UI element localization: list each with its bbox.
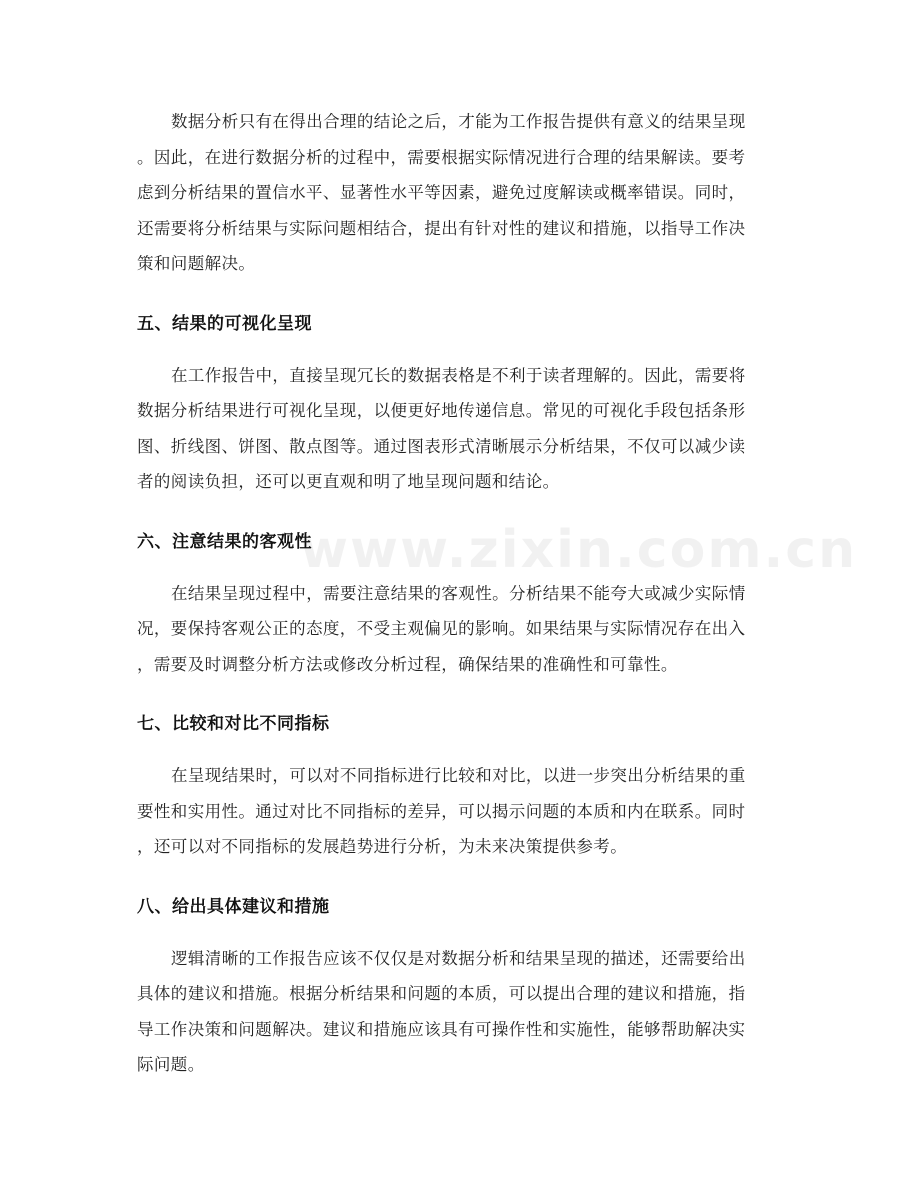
section-heading: 七、比较和对比不同指标: [137, 714, 330, 734]
paragraph: [137, 576, 787, 683]
section-heading: 五、结果的可视化呈现: [137, 313, 312, 334]
paragraph-line: 况，要保持客观公正的态度，不受主观偏见的影响。如果结果与实际情况存在出入: [137, 619, 746, 638]
paragraph: [137, 358, 787, 500]
section-heading: 八、给出具体建议和措施: [137, 896, 330, 917]
paragraph-line: ，需要及时调整分析方法或修改分析过程，确保结果的准确性和可靠性。: [137, 654, 678, 674]
paragraph: [137, 758, 787, 865]
paragraph-line: 还需要将分析结果与实际问题相结合，提出有针对性的建议和措施，以指导工作决: [137, 218, 746, 238]
paragraph-line: 具体的建议和措施。根据分析结果和问题的本质，可以提出合理的建议和措施，指: [137, 984, 746, 1003]
watermark: www.zixin.com.cn: [300, 520, 858, 580]
paragraph: [137, 941, 787, 1083]
paragraph: [137, 104, 787, 282]
paragraph-line: 策和问题解决。: [137, 254, 256, 273]
paragraph-line: 要性和实用性。通过对比不同指标的差异，可以揭示问题的本质和内在联系。同时: [137, 801, 746, 821]
paragraph-line: 者的阅读负担，还可以更直观和明了地呈现问题和结论。: [137, 472, 560, 491]
paragraph-line: 导工作决策和问题解决。建议和措施应该具有可操作性和实施性，能够帮助解决实: [137, 1019, 746, 1039]
paragraph-line: ，还可以对不同指标的发展趋势进行分析，为未来决策提供参考。: [137, 837, 628, 856]
paragraph-line: 在呈现结果时，可以对不同指标进行比较和对比，以进一步突出分析结果的重: [171, 766, 746, 785]
document-body: [137, 104, 858, 1083]
section-comparison: [137, 712, 787, 865]
section-visualization: [137, 312, 787, 500]
paragraph-line: 图、折线图、饼图、散点图等。通过图表形式清晰展示分析结果，不仅可以减少读: [137, 436, 746, 456]
paragraph-line: 数据分析结果进行可视化呈现，以便更好地传递信息。常见的可视化手段包括条形: [137, 401, 746, 420]
paragraph-line: 虑到分析结果的置信水平、显著性水平等因素，避免过度解读或概率错误。同时，: [137, 183, 746, 202]
paragraph-line: 逻辑清晰的工作报告应该不仅仅是对数据分析和结果呈现的描述，还需要给出: [171, 948, 746, 968]
paragraph-line: 在结果呈现过程中，需要注意结果的客观性。分析结果不能夸大或减少实际情: [171, 583, 746, 603]
section-intro: [137, 104, 787, 282]
paragraph-line: 在工作报告中，直接呈现冗长的数据表格是不利于读者理解的。因此，需要将: [171, 365, 746, 385]
section-heading: 六、注意结果的客观性: [137, 531, 312, 552]
section-recommendations: [137, 895, 787, 1083]
paragraph-line: 。因此，在进行数据分析的过程中，需要根据实际情况进行合理的结果解读。要考: [137, 147, 746, 167]
paragraph-line: 际问题。: [137, 1055, 205, 1074]
section-objectivity: [137, 530, 787, 683]
paragraph-line: 数据分析只有在得出合理的结论之后，才能为工作报告提供有意义的结果呈现: [171, 112, 746, 131]
